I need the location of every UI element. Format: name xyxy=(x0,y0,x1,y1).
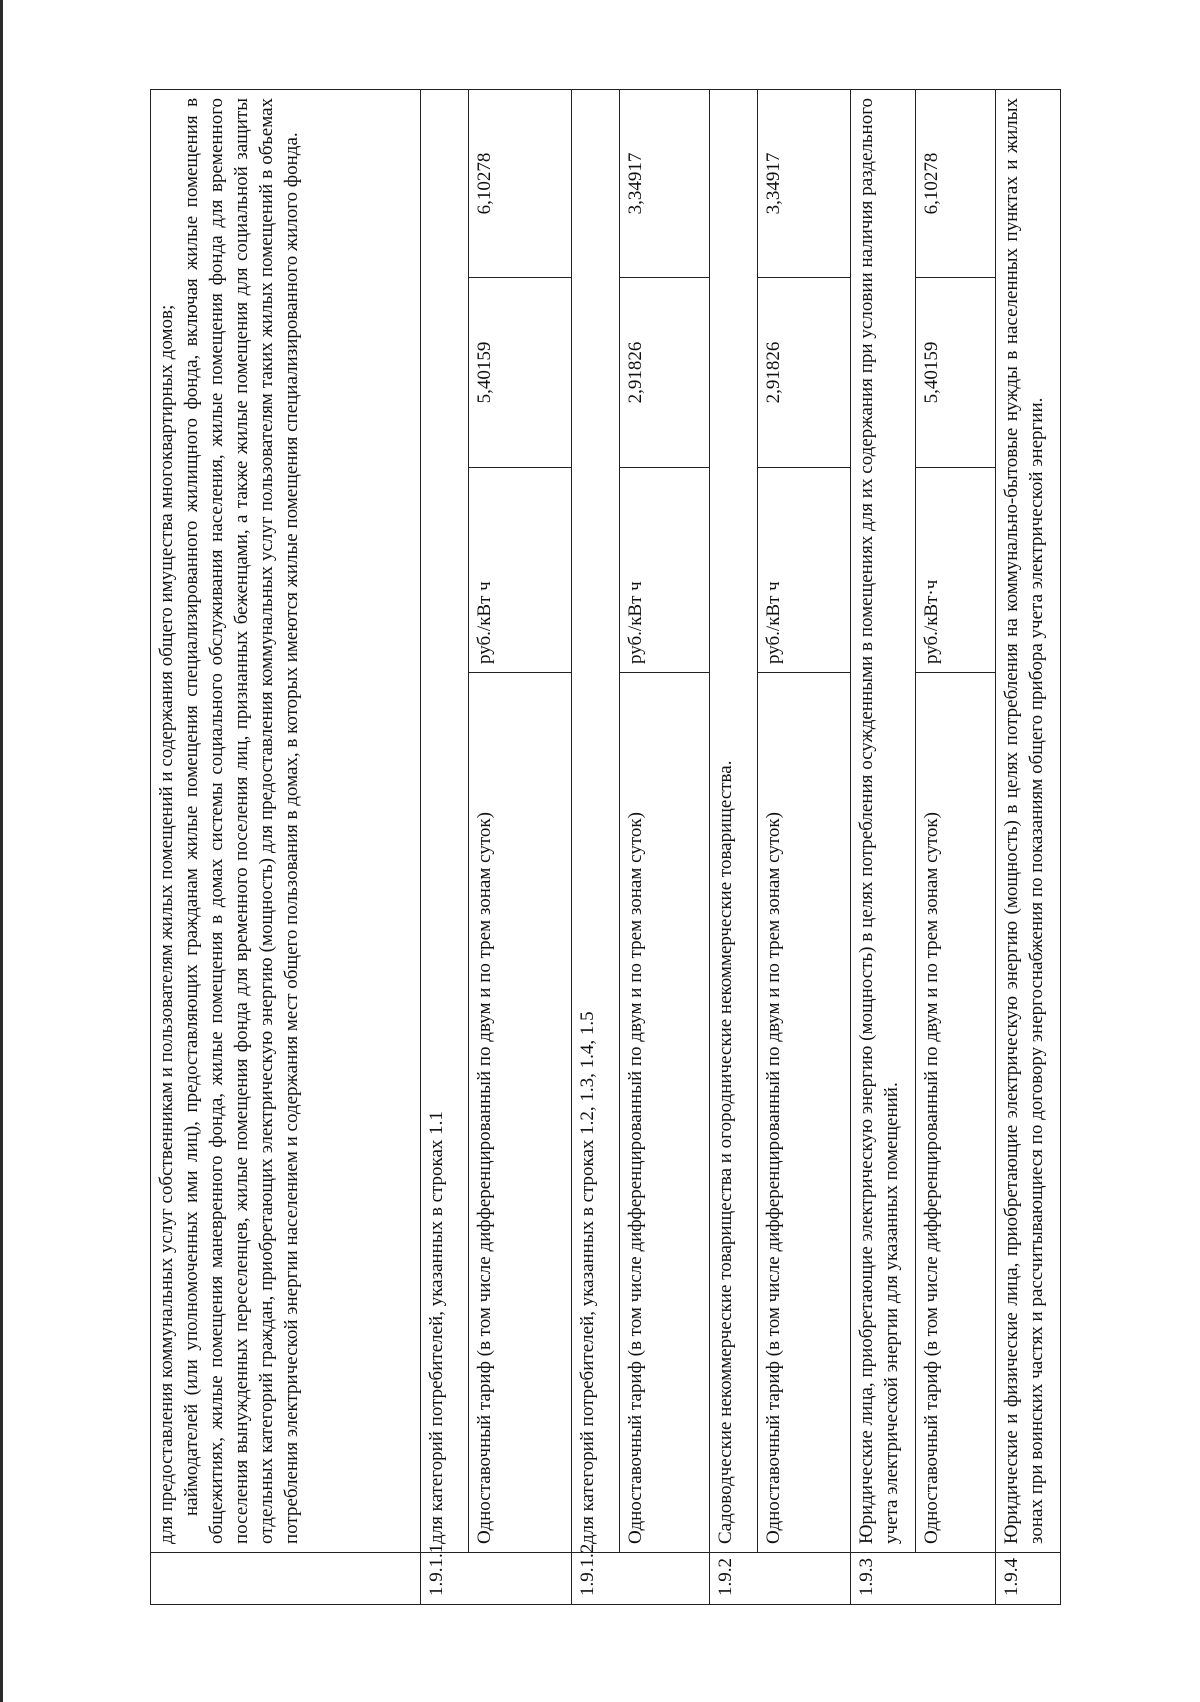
table-row xyxy=(151,89,421,1604)
unit-cell: руб./кВт ч xyxy=(469,468,572,673)
scan-edge xyxy=(0,0,3,1702)
category-heading: для категорий потребителей, указанных в строках 1.1 xyxy=(421,89,469,1552)
value-cell: 2,91826 xyxy=(758,278,851,468)
value-cell: 5,40159 xyxy=(916,278,996,468)
tariff-label: Одноставочный тариф (в том числе дифференцированный по двум и по трем зонам суток) xyxy=(469,673,572,1553)
row-number xyxy=(151,1553,421,1605)
intro-paragraph: для предоставления коммунальных услуг собственникам и пользователям жилых помещений и содержания общего имущества многоквартирных домов; xyxy=(156,304,177,1544)
row-number: 1.9.1.2 xyxy=(572,1553,710,1605)
value-cell: 6,10278 xyxy=(916,89,996,277)
table-row xyxy=(996,89,1061,1604)
value-cell: 3,34917 xyxy=(758,89,851,277)
row-number: 1.9.3 xyxy=(851,1553,996,1605)
row-number: 1.9.4 xyxy=(996,1553,1061,1605)
table-row xyxy=(758,89,851,1604)
table-row xyxy=(572,89,620,1604)
value-cell: 3,34917 xyxy=(620,89,710,277)
tariff-label: Одноставочный тариф (в том числе дифференцированный по двум и по трем зонам суток) xyxy=(916,673,996,1553)
table-row xyxy=(421,89,469,1604)
table-row xyxy=(916,89,996,1604)
category-heading: Садоводческие некоммерческие товарищества и огороднические некоммерческие товарищества. xyxy=(710,89,758,1552)
table-row xyxy=(851,89,916,1604)
intro-paragraph: наймодателей (или уполномоченных ими лиц), предоставляющих гражданам жилые помещения специализированного жилищного фонда, включая жилые помещения в общежитиях, жилые помещения маневренного фонда, жилые помещения в домах системы социального обслуживания населения, жилые помещения фонда для временного поселения вынужденных переселенцев, жилые помещения фонда для временного поселения лиц, признанных беженцами, а также жилые помещения для социальной защиты отдельных категорий граждан, приобретающих электрическую энергию (мощность) для предоставления коммунальных услуг пользователям таких жилых помещений в объемах потребления электрической энергии населением и содержания мест общего пользования в домах, в которых имеются жилые помещения специализированного жилого фонда. xyxy=(181,97,303,1544)
tariff-label: Одноставочный тариф (в том числе дифференцированный по двум и по трем зонам суток) xyxy=(620,673,710,1553)
unit-cell: руб./кВт ч xyxy=(758,468,851,673)
unit-cell: руб./кВт ч xyxy=(620,468,710,673)
table-row xyxy=(710,89,758,1604)
rotated-page xyxy=(150,90,1060,1605)
value-cell: 5,40159 xyxy=(469,278,572,468)
table-row xyxy=(620,89,710,1604)
intro-cell xyxy=(151,89,421,1552)
tariff-label: Одноставочный тариф (в том числе дифференцированный по двум и по трем зонам суток) xyxy=(758,673,851,1553)
unit-cell: руб./кВт·ч xyxy=(916,468,996,673)
category-heading: Юридические лица, приобретающие электрическую энергию (мощность) в целях потребления осужденными в помещениях для их содержания при условии наличия раздельного учета электрической энергии для указанных помещений. xyxy=(851,89,916,1552)
tariff-table xyxy=(150,89,1061,1605)
value-cell: 2,91826 xyxy=(620,278,710,468)
table-row xyxy=(469,89,572,1604)
value-cell: 6,10278 xyxy=(469,89,572,277)
row-number: 1.9.2 xyxy=(710,1553,851,1605)
category-heading: Юридические и физические лица, приобретающие электрическую энергию (мощность) в целях потребления на коммунально-бытовые нужды в населенных пунктах и жилых зонах при воинских частях и рассчитывающиеся по договору энергоснабжения по показаниям общего прибора учета электрической энергии. xyxy=(996,89,1061,1552)
row-number: 1.9.1.1 xyxy=(421,1553,572,1605)
category-heading: для категорий потребителей, указанных в строках 1.2, 1.3, 1.4, 1.5 xyxy=(572,89,620,1552)
